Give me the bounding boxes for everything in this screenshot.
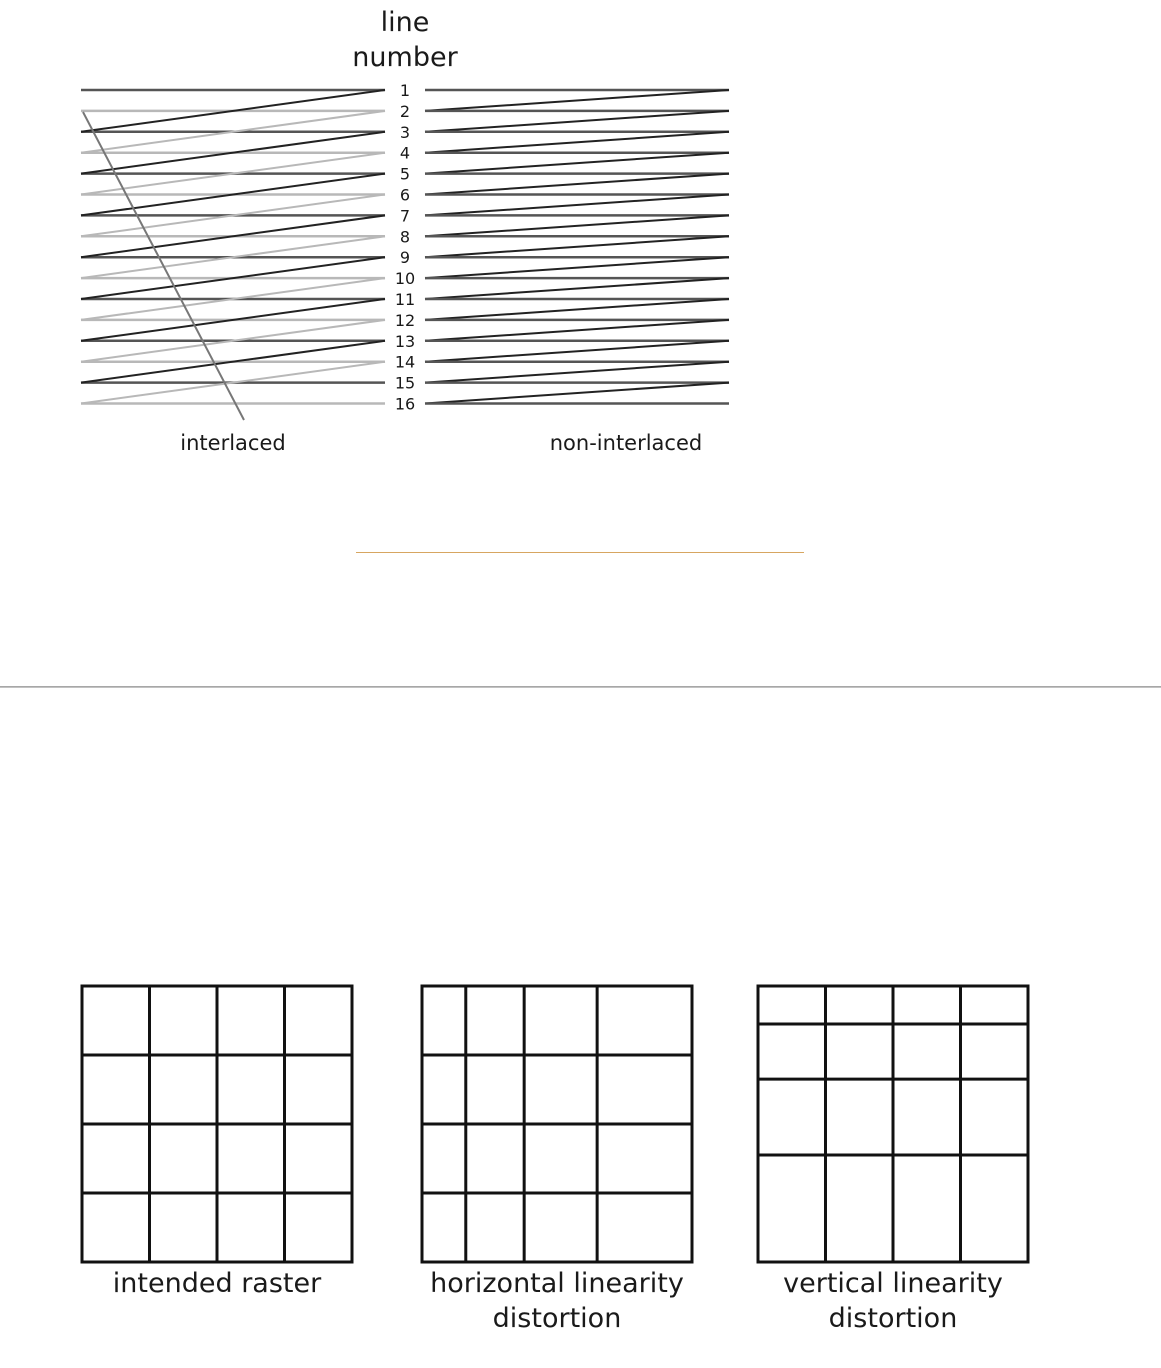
line-number-label: 13 <box>394 331 416 351</box>
non-interlaced-retrace-line <box>425 215 729 236</box>
non-interlaced-scan-lines <box>425 90 729 404</box>
non-interlaced-retrace-line <box>425 383 729 404</box>
non-interlaced-retrace-line <box>425 132 729 153</box>
horizontal-distortion-caption: horizontal linearity distortion <box>430 1268 684 1334</box>
line-number-label: 12 <box>394 310 416 330</box>
accent-rule <box>356 552 804 553</box>
line-number-label: 1 <box>399 81 411 100</box>
non-interlaced-retrace-line <box>425 174 729 195</box>
line-number-label: 7 <box>399 206 411 226</box>
line-number-label: 15 <box>394 373 416 393</box>
line-number-label: 4 <box>399 143 411 163</box>
intended-raster-grid <box>80 984 354 1264</box>
interlaced-caption: interlaced <box>180 431 286 455</box>
non-interlaced-retrace-line <box>425 320 729 341</box>
non-interlaced-retrace-line <box>425 278 729 299</box>
line-number-heading: line number <box>352 7 458 73</box>
non-interlaced-retrace-line <box>425 362 729 383</box>
line-number-label: 8 <box>399 227 411 247</box>
line-number-label: 5 <box>399 164 411 184</box>
non-interlaced-retrace-line <box>425 153 729 174</box>
line-number-label: 3 <box>399 122 411 142</box>
line-number-label: 2 <box>399 101 411 121</box>
vertical-distortion-caption: vertical linearity distortion <box>783 1268 1003 1334</box>
non-interlaced-caption: non-interlaced <box>549 431 703 455</box>
vertical-distortion-grid <box>756 984 1030 1264</box>
line-number-label: 16 <box>394 394 416 414</box>
line-number-label: 9 <box>399 248 411 268</box>
non-interlaced-retrace-line <box>425 90 729 111</box>
horizontal-distortion-grid <box>420 984 694 1264</box>
non-interlaced-retrace-line <box>425 111 729 132</box>
horizontal-divider <box>0 686 1161 688</box>
intended-raster-caption: intended raster <box>112 1268 322 1299</box>
non-interlaced-retrace-line <box>425 236 729 257</box>
line-number-label: 6 <box>399 185 411 205</box>
line-number-label: 10 <box>394 269 416 289</box>
non-interlaced-retrace-line <box>425 257 729 278</box>
line-number-labels <box>395 81 415 414</box>
non-interlaced-retrace-line <box>425 299 729 320</box>
non-interlaced-retrace-line <box>425 341 729 362</box>
non-interlaced-retrace-line <box>425 195 729 216</box>
interlaced-scan-lines <box>81 90 385 420</box>
scan-diagram <box>0 0 1161 470</box>
line-number-label: 14 <box>394 352 416 372</box>
line-number-label: 11 <box>394 290 416 309</box>
vertical-retrace-line <box>83 112 244 420</box>
